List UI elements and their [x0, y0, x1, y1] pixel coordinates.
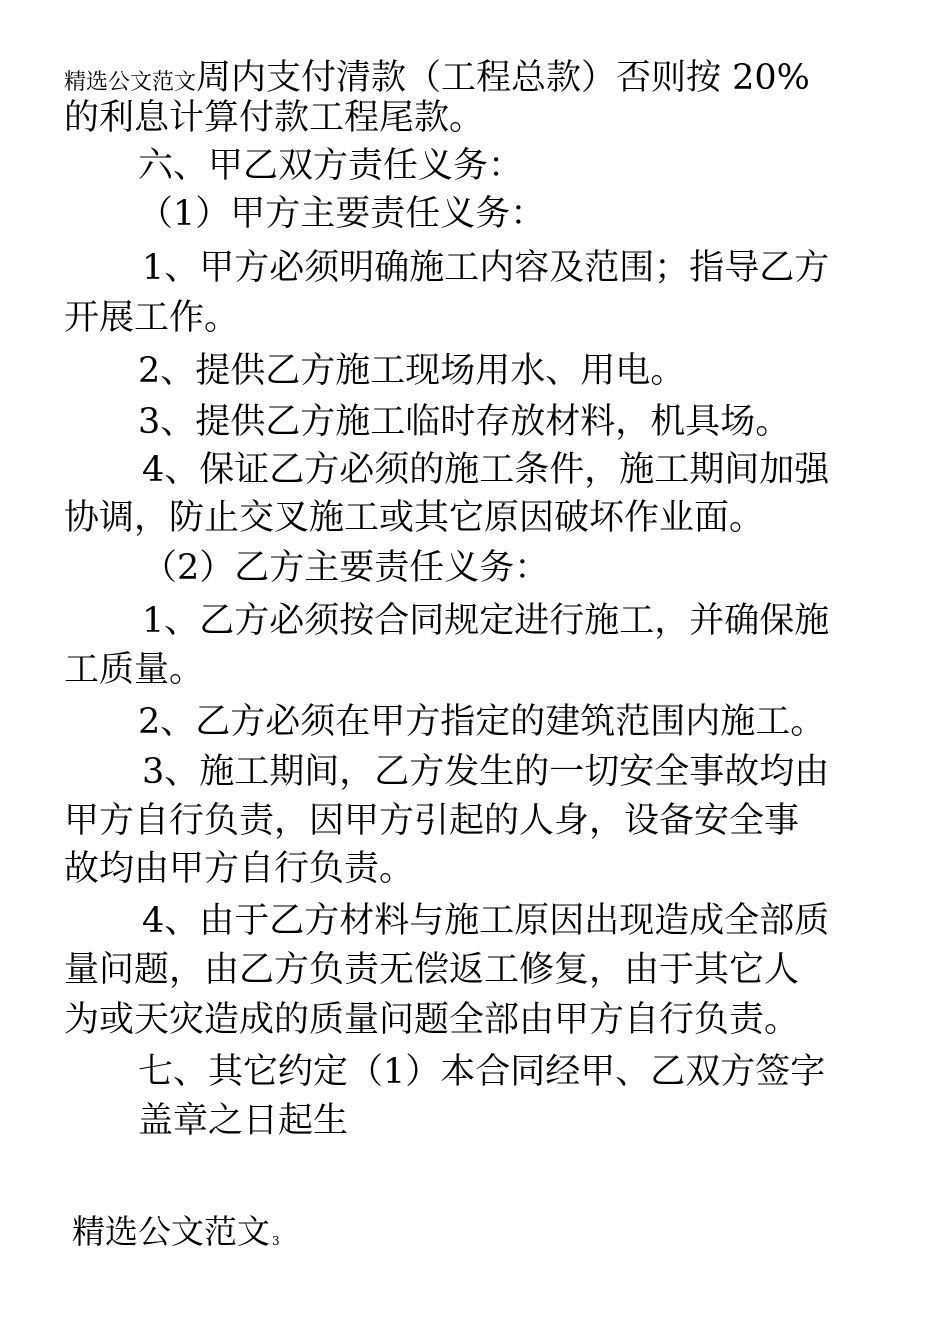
party-a-item-1: 1、甲方必须明确施工内容及范围；指导乙方: [142, 248, 830, 288]
header-tag: 精选公文范文: [64, 70, 197, 95]
party-a-item-3: 3、提供乙方施工临时存放材料，机具场。: [138, 402, 791, 442]
subsection-heading-party-a: （1）甲方主要责任义务：: [138, 194, 546, 234]
party-a-item-2: 2、提供乙方施工现场用水、用电。: [138, 351, 686, 391]
party-b-item-1: 1、乙方必须按合同规定进行施工，并确保施: [142, 601, 830, 641]
section-heading-7: 七、其它约定（1）本合同经甲、乙双方签字: [138, 1052, 826, 1092]
line-text: 周内支付清款（工程总款）否则按 20%: [196, 58, 810, 98]
party-b-item-3-cont-2: 故均由甲方自行负责。: [64, 849, 415, 889]
party-b-item-4-cont-2: 为或天灾造成的质量问题全部由甲方自行负责。: [64, 1000, 800, 1040]
party-b-item-4-cont-1: 量问题，由乙方负责无偿返工修复，由于其它人: [64, 950, 800, 990]
paragraph-line-2: 的利息计算付款工程尾款。: [64, 98, 485, 138]
party-b-item-4: 4、由于乙方材料与施工原因出现造成全部质: [142, 901, 830, 941]
section-heading-6: 六、甲乙双方责任义务：: [138, 146, 524, 186]
party-b-item-2: 2、乙方必须在甲方指定的建筑范围内施工。: [138, 702, 826, 742]
party-a-item-4-cont: 协调，防止交叉施工或其它原因破坏作业面。: [64, 498, 765, 538]
section-7-cont: 盖章之日起生: [138, 1101, 349, 1141]
footer-label: 精选公文范文: [72, 1212, 270, 1251]
party-a-item-1-cont: 开展工作。: [64, 298, 240, 338]
page-number: 3: [272, 1234, 280, 1248]
party-a-item-4: 4、保证乙方必须的施工条件，施工期间加强: [142, 450, 830, 490]
party-b-item-1-cont: 工质量。: [64, 650, 205, 690]
party-b-item-3: 3、施工期间，乙方发生的一切安全事故均由: [142, 752, 830, 792]
subsection-heading-party-b: （2）乙方主要责任义务：: [142, 548, 550, 588]
party-b-item-3-cont-1: 甲方自行负责，因甲方引起的人身，设备安全事: [64, 801, 800, 841]
page-footer: [72, 1210, 280, 1263]
